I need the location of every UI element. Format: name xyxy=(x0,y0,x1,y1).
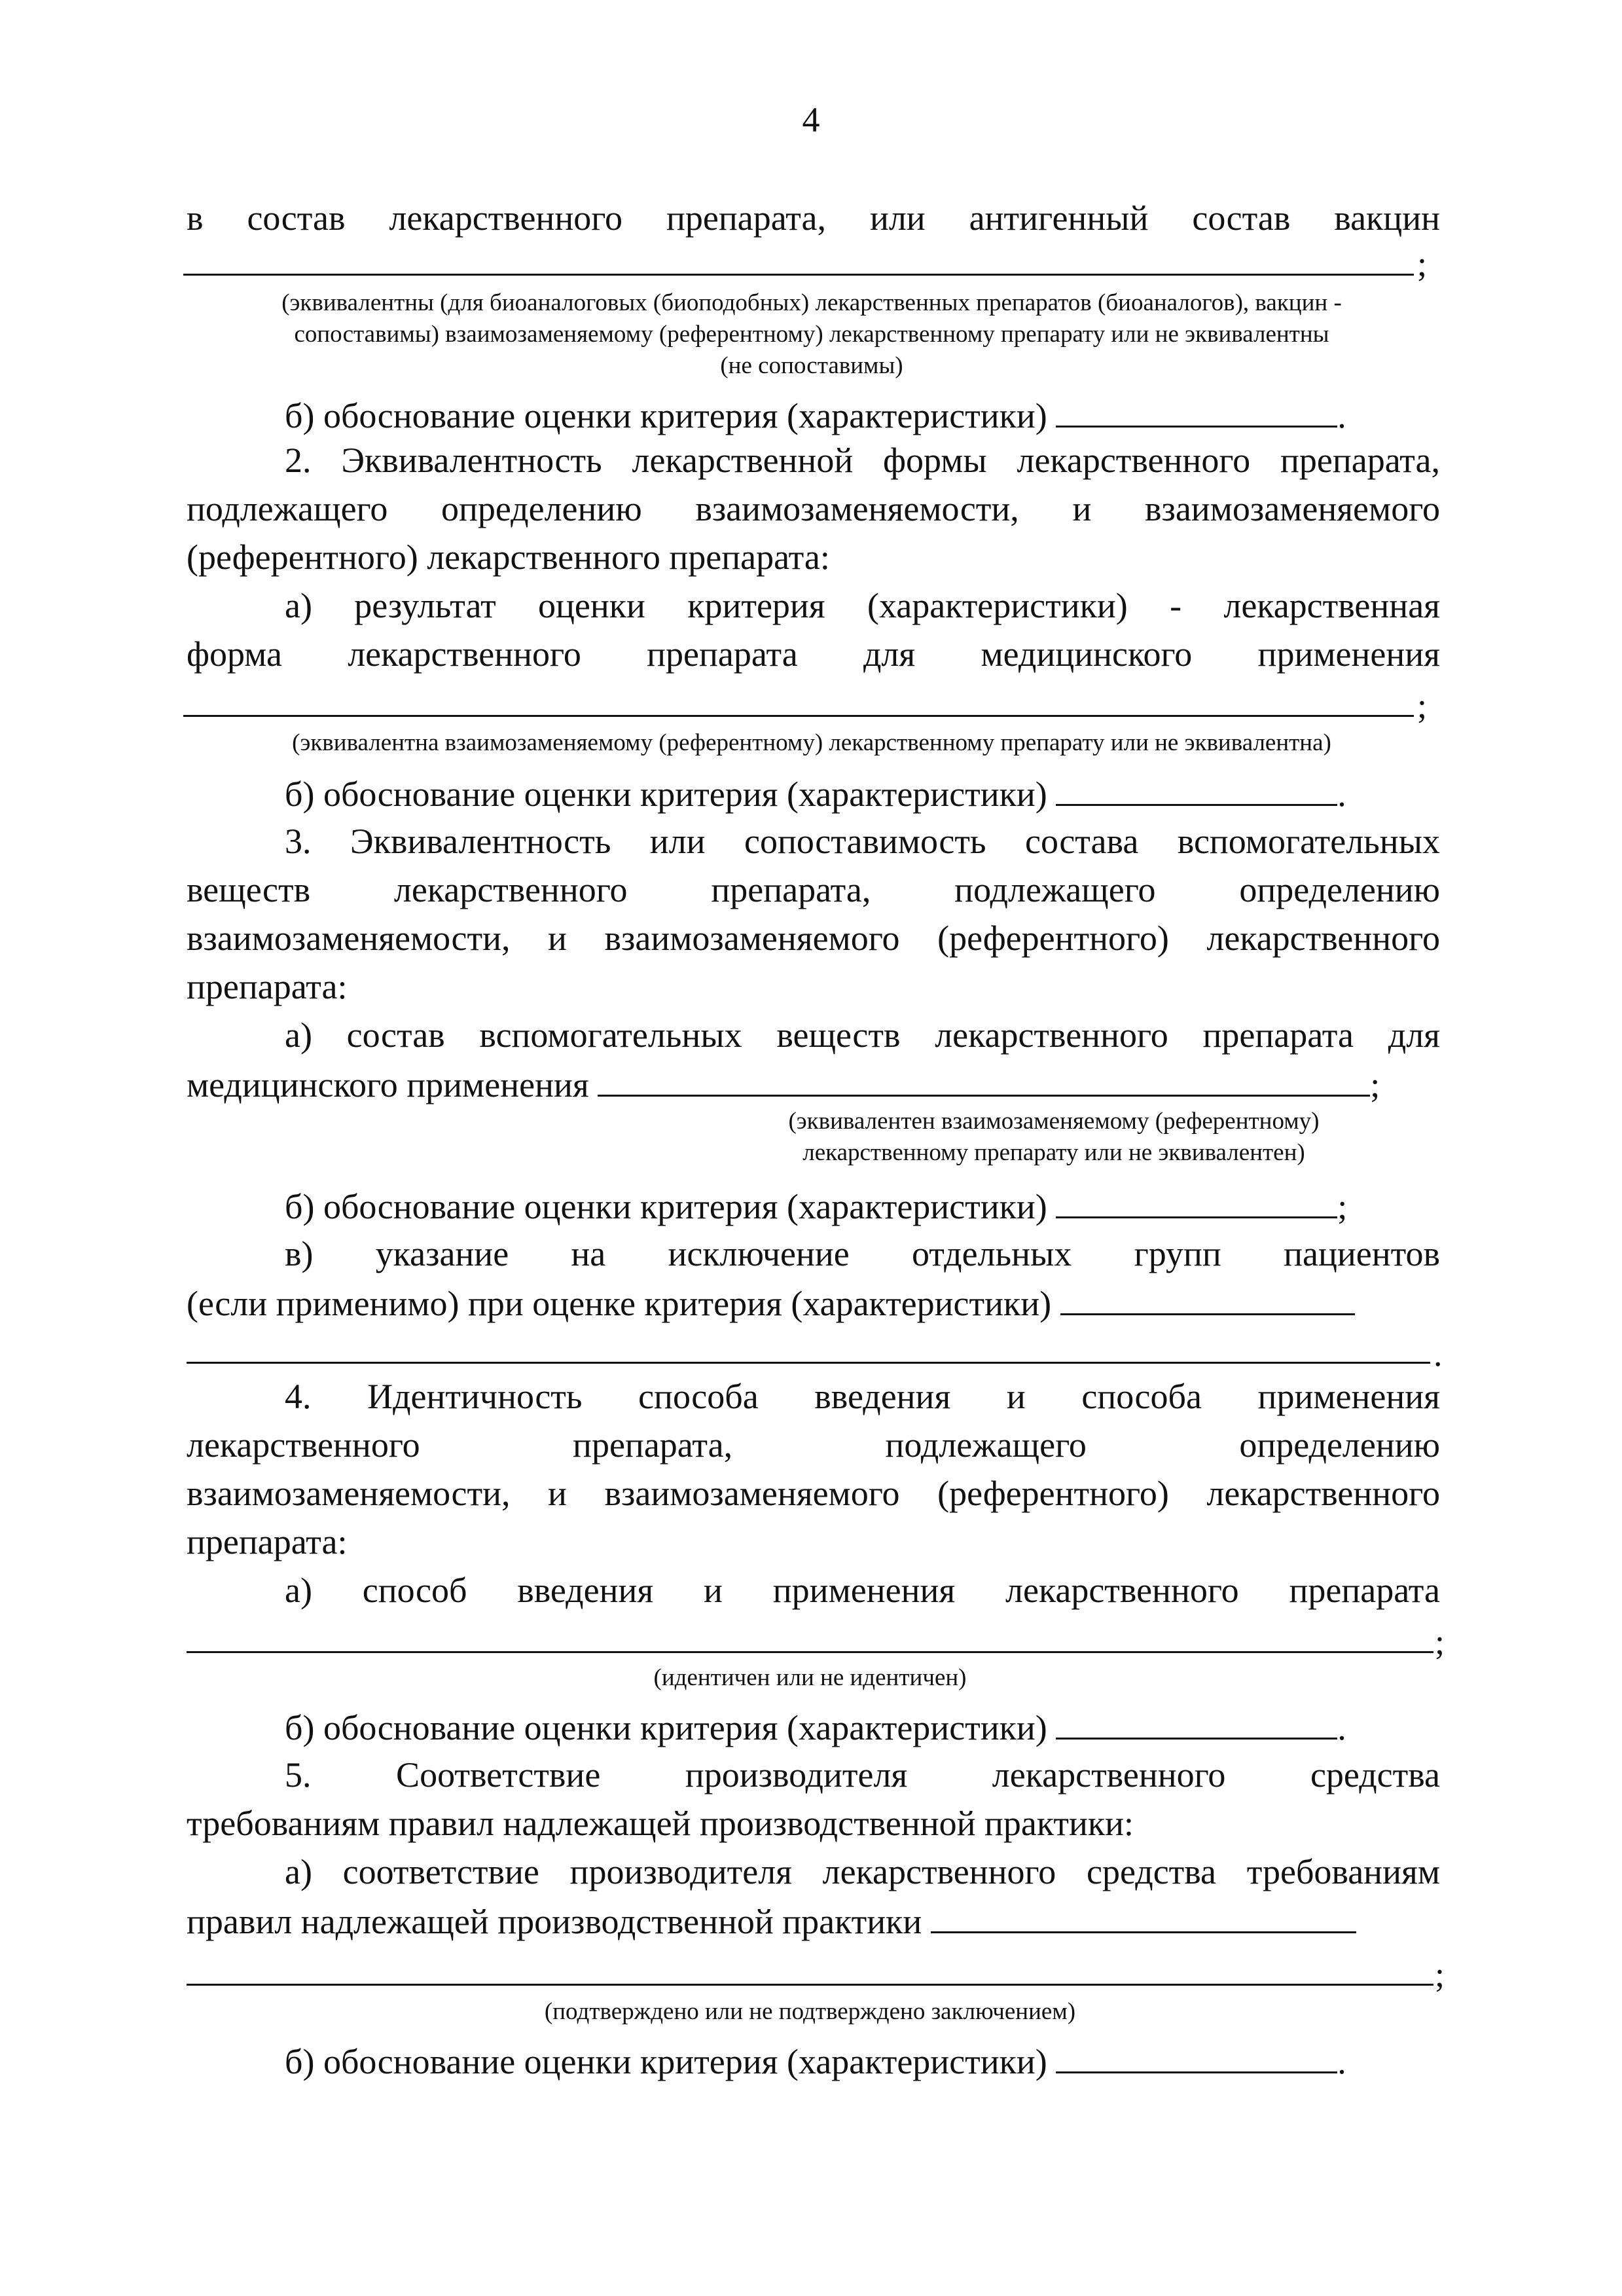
fill-in-blank xyxy=(187,1362,1430,1364)
text-line: препарата: xyxy=(187,1522,348,1561)
criterion-justification-label: б) обоснование оценки критерия (характеристики) xyxy=(285,1708,1047,1747)
fill-in-blank xyxy=(1056,393,1337,428)
text-line xyxy=(187,1899,1356,1942)
section-heading: 2. Эквивалентность лекарственной формы лекарственного препарата, xyxy=(285,441,1440,480)
footnote-caption: (подтверждено или не подтверждено заключением) xyxy=(544,1998,1076,2025)
fill-in-blank xyxy=(183,274,1414,276)
fill-in-blank xyxy=(1056,1705,1337,1740)
section-heading: 5. Соответствие производителя лекарственного средства xyxy=(285,1755,1440,1795)
footnote-caption: (не сопоставимы) xyxy=(720,352,903,379)
fill-in-blank xyxy=(598,1062,1370,1097)
text-line: в) указание на исключение отдельных групп пациентов xyxy=(285,1234,1440,1273)
text-line: препарата: xyxy=(187,967,348,1006)
page-number: 4 xyxy=(802,100,820,139)
text-line: форма лекарственного препарата для медицинского применения xyxy=(187,634,1440,674)
text-fragment: (если применимо) при оценке критерия (характеристики) xyxy=(187,1284,1052,1323)
fill-in-blank xyxy=(1056,1184,1337,1218)
text-line xyxy=(187,1062,1380,1105)
period: . xyxy=(1337,1708,1346,1747)
text-line: подлежащего определению взаимозаменяемости, и взаимозаменяемого xyxy=(187,489,1440,528)
text-line xyxy=(285,771,1346,814)
section-heading: 4. Идентичность способа введения и способа применения xyxy=(285,1377,1440,1416)
text-line xyxy=(285,1705,1346,1748)
footnote-caption: (эквивалентны (для биоаналоговых (биоподобных) лекарственных препаратов (биоаналогов), вакцин - xyxy=(281,289,1342,316)
fill-in-blank xyxy=(1056,2039,1337,2073)
fill-in-blank xyxy=(187,1984,1433,1986)
period: . xyxy=(1433,1334,1443,1374)
footnote-caption: (идентичен или не идентичен) xyxy=(653,1664,967,1691)
fill-in-blank xyxy=(183,715,1414,717)
semicolon: ; xyxy=(1337,1187,1348,1226)
text-line: взаимозаменяемости, и взаимозаменяемого (референтного) лекарственного xyxy=(187,1474,1440,1513)
text-line: взаимозаменяемости, и взаимозаменяемого (референтного) лекарственного xyxy=(187,919,1440,958)
criterion-justification-label: б) обоснование оценки критерия (характеристики) xyxy=(285,774,1047,814)
text-line xyxy=(285,1184,1347,1227)
period: . xyxy=(1337,396,1346,435)
section-heading: 3. Эквивалентность или сопоставимость состава вспомогательных xyxy=(285,822,1440,861)
semicolon: ; xyxy=(1435,1622,1445,1662)
text-line: лекарственного препарата, подлежащего определению xyxy=(187,1425,1440,1465)
fill-in-blank xyxy=(1060,1281,1355,1315)
text-line: веществ лекарственного препарата, подлежащего определению xyxy=(187,870,1440,909)
text-line: в состав лекарственного препарата, или антигенный состав вакцин xyxy=(187,198,1440,238)
semicolon: ; xyxy=(1435,1955,1445,1994)
fill-in-blank xyxy=(1056,771,1337,806)
criterion-justification-label: б) обоснование оценки критерия (характеристики) xyxy=(285,396,1047,435)
period: . xyxy=(1337,774,1346,814)
text-line: а) соответствие производителя лекарственного средства требованиям xyxy=(285,1852,1440,1891)
text-line: а) результат оценки критерия (характеристики) - лекарственная xyxy=(285,586,1440,625)
footnote-caption: сопоставимы) взаимозаменяемому (референтному) лекарственному препарату или не эквивалентны xyxy=(294,321,1329,348)
semicolon: ; xyxy=(1417,686,1428,725)
text-line: требованиям правил надлежащей производственной практики: xyxy=(187,1804,1134,1843)
text-fragment: правил надлежащей производственной практики xyxy=(187,1902,922,1941)
footnote-caption: (эквивалентна взаимозаменяемому (референтному) лекарственному препарату или не эквивалентна) xyxy=(292,729,1331,756)
text-line xyxy=(285,393,1346,436)
text-line: (референтного) лекарственного препарата: xyxy=(187,538,830,577)
semicolon: ; xyxy=(1370,1065,1380,1104)
footnote-caption: лекарственному препарату или не эквивалентен) xyxy=(802,1139,1305,1166)
text-line xyxy=(285,2039,1346,2082)
criterion-justification-label: б) обоснование оценки критерия (характеристики) xyxy=(285,2042,1047,2081)
fill-in-blank xyxy=(931,1899,1356,1933)
fill-in-blank xyxy=(187,1651,1433,1653)
semicolon: ; xyxy=(1417,244,1428,283)
criterion-justification-label: б) обоснование оценки критерия (характеристики) xyxy=(285,1187,1047,1226)
text-line xyxy=(187,1281,1355,1324)
period: . xyxy=(1337,2042,1346,2081)
footnote-caption: (эквивалентен взаимозаменяемому (референтному) xyxy=(788,1108,1320,1135)
text-fragment: медицинского применения xyxy=(187,1065,589,1104)
text-line: а) способ введения и применения лекарственного препарата xyxy=(285,1571,1440,1610)
text-line: а) состав вспомогательных веществ лекарственного препарата для xyxy=(285,1015,1440,1055)
